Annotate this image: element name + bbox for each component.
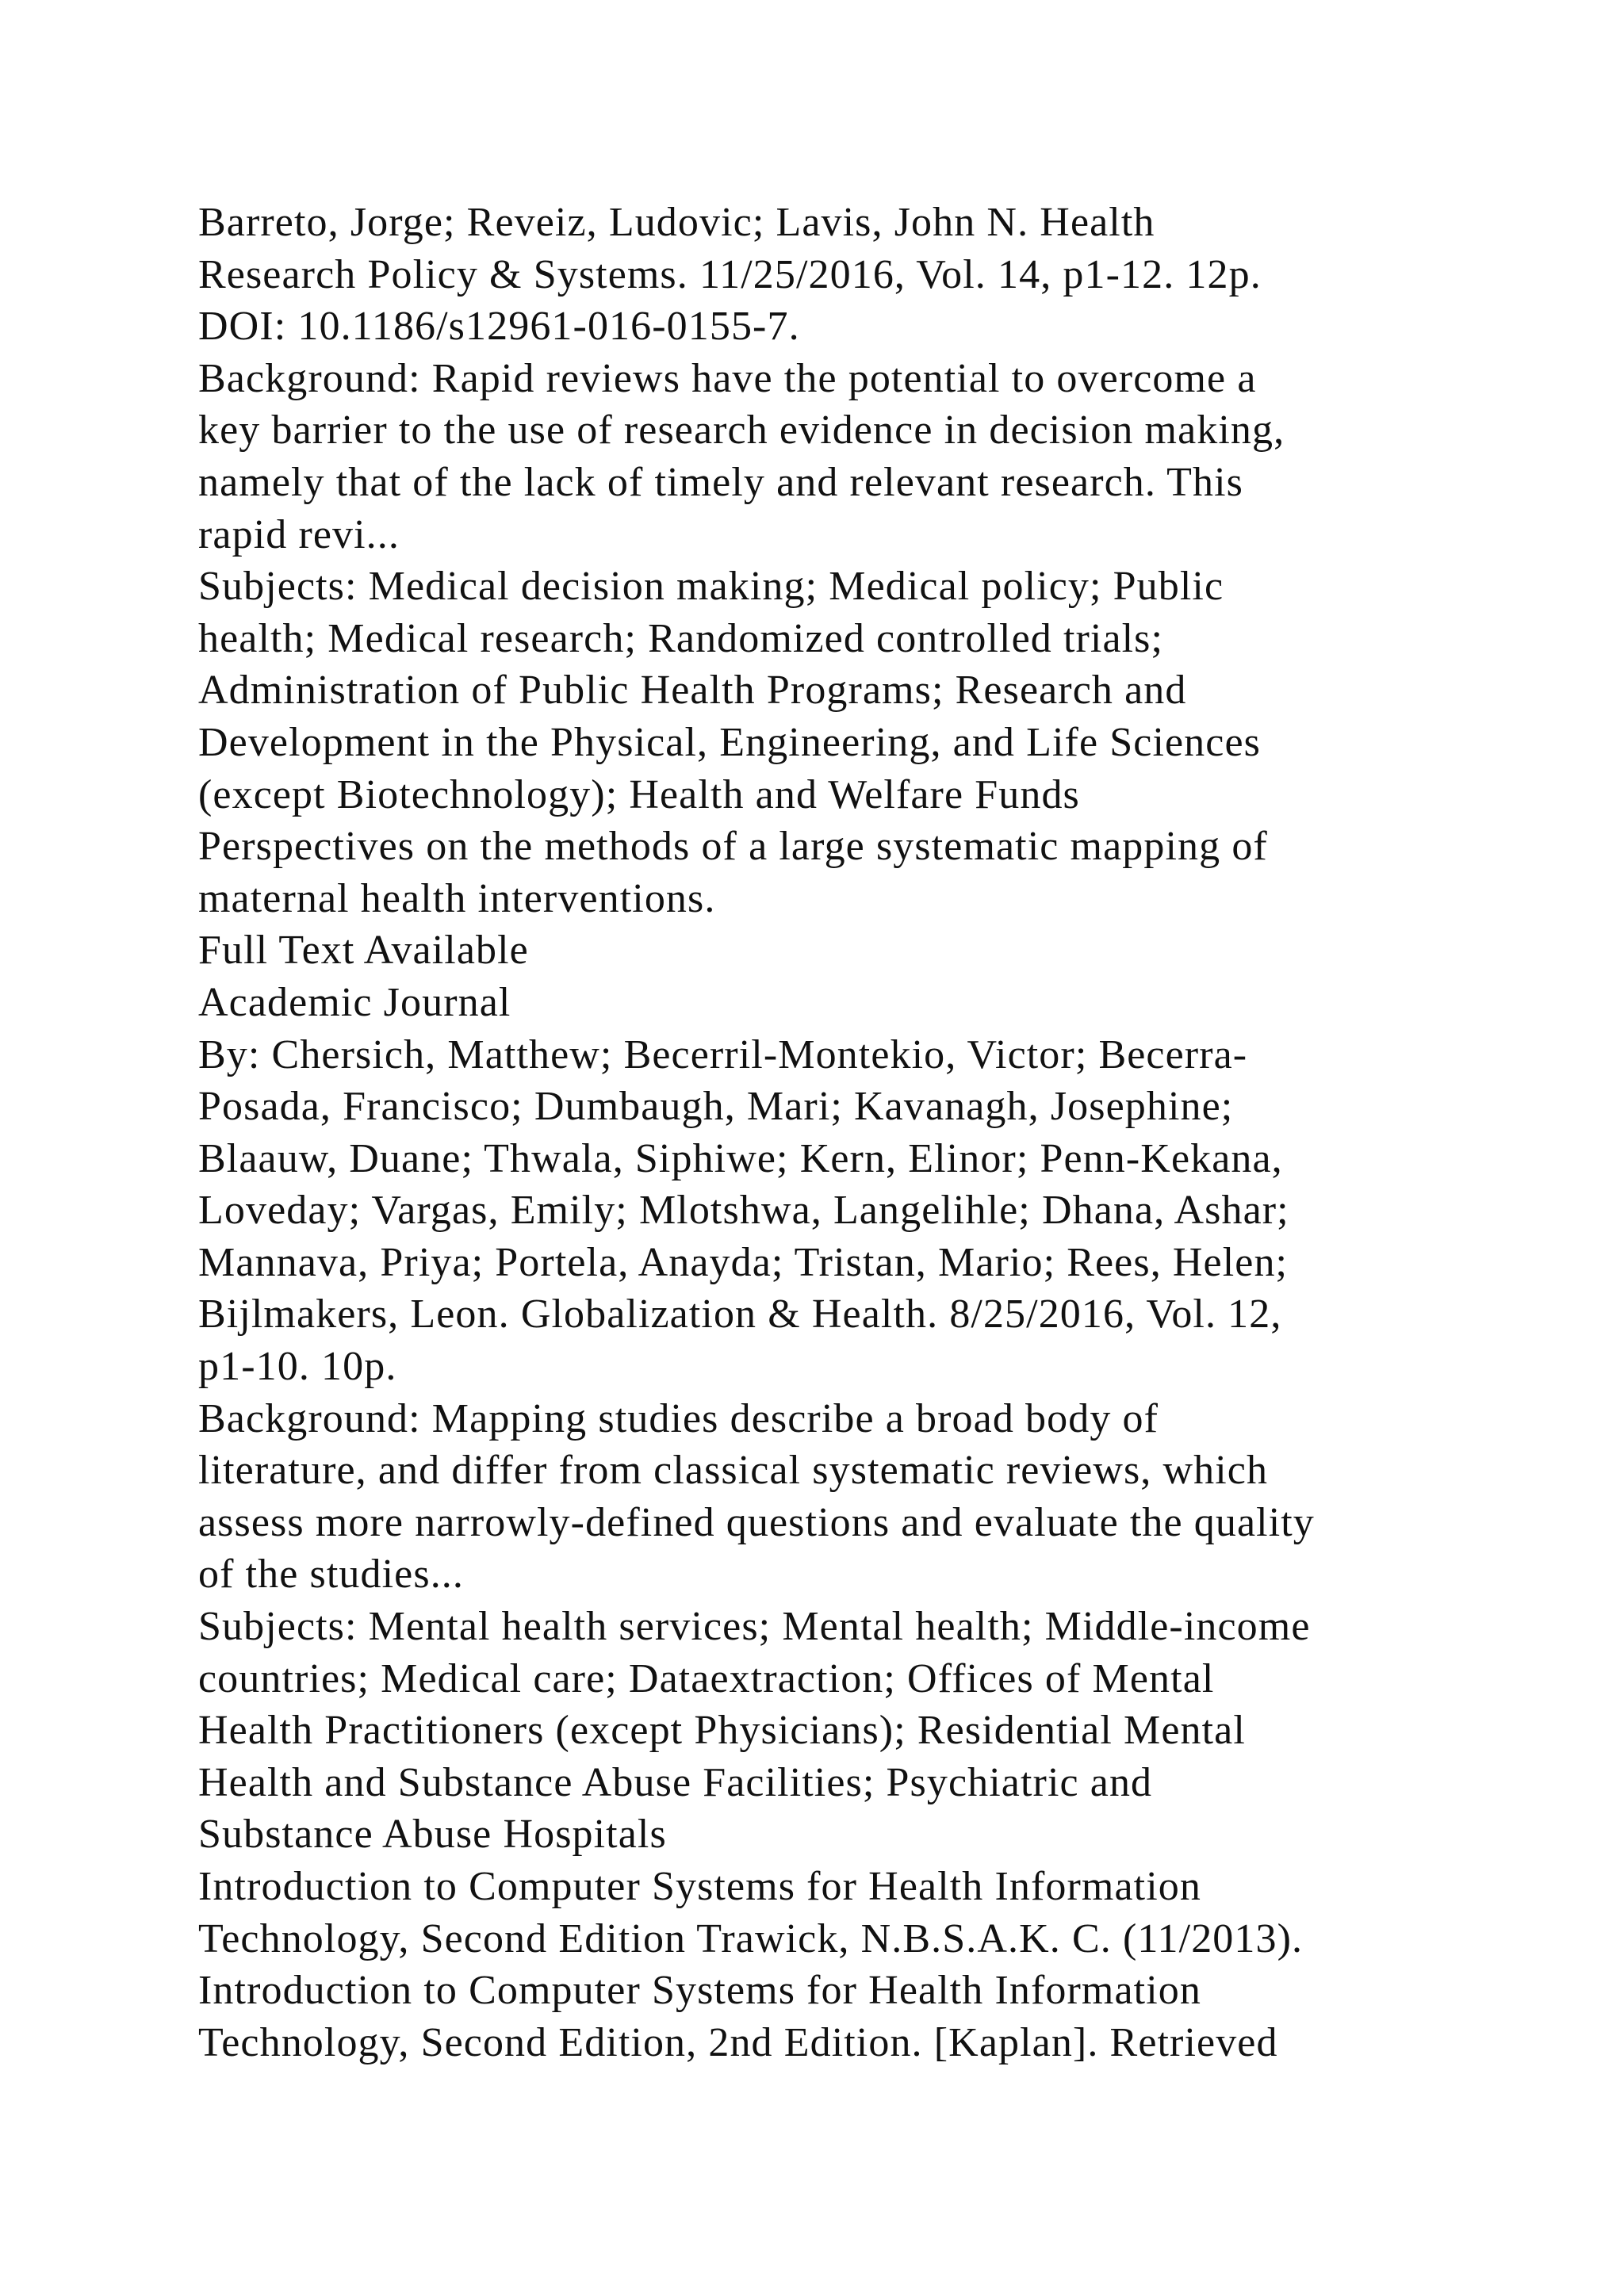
text-line: Introduction to Computer Systems for Health Information (198, 1968, 1201, 2014)
text-line: Background: Mapping studies describe a broad body of (198, 1395, 1159, 1441)
text-line: Full Text Available (198, 928, 529, 974)
text-line: DOI: 10.1186/s12961-016-0155-7. (198, 304, 800, 350)
text-line: key barrier to the use of research evidence in decision making, (198, 408, 1285, 453)
text-line: Health and Substance Abuse Facilities; Psychiatric and (198, 1759, 1153, 1805)
text-line: Subjects: Mental health services; Mental health; Middle-income (198, 1604, 1311, 1650)
text-line: Subjects: Medical decision making; Medical policy; Public (198, 564, 1224, 610)
text-line: Barreto, Jorge; Reveiz, Ludovic; Lavis, John N. Health (198, 200, 1155, 245)
text-line: Health Practitioners (except Physicians); Residential Mental (198, 1708, 1246, 1754)
text-line: (except Biotechnology); Health and Welfare Funds (198, 771, 1080, 817)
text-line: assess more narrowly-defined questions and evaluate the quality (198, 1499, 1315, 1545)
text-line: literature, and differ from classical systematic reviews, which (198, 1448, 1269, 1494)
text-line: Administration of Public Health Programs; Research and (198, 668, 1187, 714)
text-line: Academic Journal (198, 979, 511, 1025)
text-line: Posada, Francisco; Dumbaugh, Mari; Kavanagh, Josephine; (198, 1084, 1234, 1130)
text-line: countries; Medical care; Dataextraction; Offices of Mental (198, 1655, 1215, 1701)
text-line: of the studies... (198, 1552, 464, 1598)
text-line: p1-10. 10p. (198, 1344, 397, 1390)
text-line: Development in the Physical, Engineering, and Life Sciences (198, 719, 1261, 765)
text-line: Research Policy & Systems. 11/25/2016, Vol. 14, p1-12. 12p. (198, 251, 1262, 297)
text-line: Introduction to Computer Systems for Health Information (198, 1864, 1201, 1909)
text-line: namely that of the lack of timely and relevant research. This (198, 459, 1243, 505)
text-line: Blaauw, Duane; Thwala, Siphiwe; Kern, Elinor; Penn-Kekana, (198, 1135, 1283, 1181)
text-line: Perspectives on the methods of a large systematic mapping of (198, 824, 1268, 870)
text-line: Substance Abuse Hospitals (198, 1812, 667, 1858)
text-line: maternal health interventions. (198, 875, 716, 921)
text-line: rapid revi... (198, 511, 400, 557)
text-line: Bijlmakers, Leon. Globalization & Health. 8/25/2016, Vol. 12, (198, 1292, 1282, 1337)
text-line: Technology, Second Edition, 2nd Edition. [Kaplan]. Retrieved (198, 2019, 1278, 2065)
text-line: Loveday; Vargas, Emily; Mlotshwa, Langelihle; Dhana, Ashar; (198, 1188, 1289, 1234)
text-line: health; Medical research; Randomized controlled trials; (198, 615, 1164, 661)
text-line: Mannava, Priya; Portela, Anayda; Tristan, Mario; Rees, Helen; (198, 1239, 1289, 1285)
text-line: Technology, Second Edition Trawick, N.B.S.A.K. C. (11/2013). (198, 1915, 1304, 1961)
document-text (198, 197, 1467, 2068)
text-line: By: Chersich, Matthew; Becerril-Montekio, Victor; Becerra- (198, 1031, 1248, 1077)
text-line: Background: Rapid reviews have the potential to overcome a (198, 355, 1257, 401)
